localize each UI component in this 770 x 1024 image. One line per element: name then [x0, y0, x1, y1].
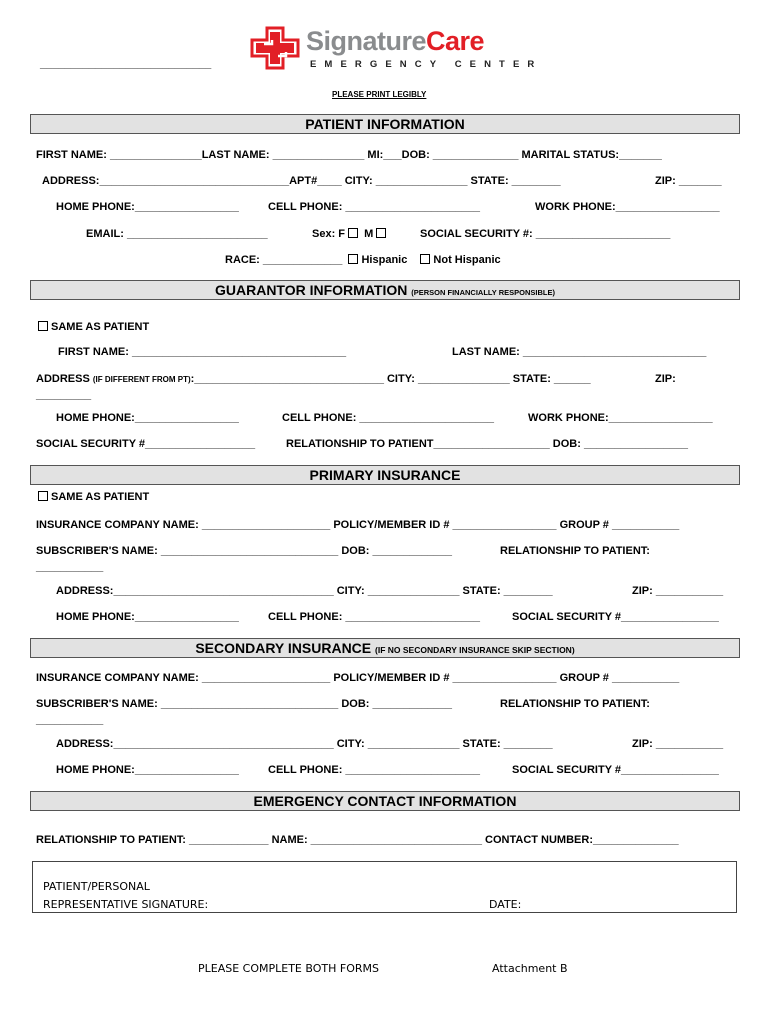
patient-cell-phone-field[interactable]: CELL PHONE: ______________________ — [268, 201, 481, 213]
footer-complete-both-forms: PLEASE COMPLETE BOTH FORMS — [198, 962, 379, 975]
guarantor-section-note: (PERSON FINANCIALLY RESPONSIBLE) — [411, 288, 556, 297]
logo-signature-text: Signature — [306, 26, 427, 56]
patient-work-phone-field[interactable]: WORK PHONE:_________________ — [535, 201, 720, 213]
secondary-insurance-header — [30, 638, 740, 658]
signature-label-line2: REPRESENTATIVE SIGNATURE: — [43, 898, 209, 911]
primary-insurance-title: PRIMARY INSURANCE — [309, 467, 461, 483]
secondary-company-row[interactable]: INSURANCE COMPANY NAME: _____________________ POLICY/MEMBER ID # _________________ GROUP # ___________ — [36, 672, 680, 684]
patient-section-header — [30, 114, 740, 134]
secondary-cell-phone-field[interactable]: CELL PHONE: ______________________ — [268, 764, 481, 776]
guarantor-ssn-field[interactable]: SOCIAL SECURITY #__________________ — [36, 438, 256, 450]
print-legibly-note: PLEASE PRINT LEGIBLY — [332, 90, 427, 99]
primary-same-checkbox[interactable] — [38, 491, 48, 501]
primary-subscriber-field[interactable]: SUBSCRIBER'S NAME: _____________________________ DOB: _____________ — [36, 545, 453, 557]
primary-same-label: SAME AS PATIENT — [51, 491, 150, 503]
guarantor-home-phone-field[interactable]: HOME PHONE:_________________ — [56, 412, 239, 424]
secondary-subscriber-field[interactable]: SUBSCRIBER'S NAME: _____________________________ DOB: _____________ — [36, 698, 453, 710]
patient-email-field[interactable]: EMAIL: _______________________ — [86, 228, 268, 240]
not-hispanic-label: Not Hispanic — [433, 254, 501, 266]
secondary-home-phone-field[interactable]: HOME PHONE:_________________ — [56, 764, 239, 776]
footer-attachment-label: Attachment B — [492, 962, 568, 975]
logo-wordmark — [306, 26, 484, 57]
primary-company-row[interactable]: INSURANCE COMPANY NAME: _____________________ POLICY/MEMBER ID # _________________ GROUP # ___________ — [36, 519, 680, 531]
emergency-contact-title: EMERGENCY CONTACT INFORMATION — [253, 793, 517, 809]
sex-f-checkbox[interactable] — [348, 228, 358, 238]
primary-same-as-patient — [36, 491, 149, 503]
not-hispanic-checkbox[interactable] — [420, 254, 430, 264]
patient-section-title: PATIENT INFORMATION — [305, 116, 465, 132]
patient-home-phone-field[interactable]: HOME PHONE:_________________ — [56, 201, 239, 213]
guarantor-address-label: ADDRESS — [36, 373, 90, 385]
logo-subtitle: EMERGENCY CENTER — [310, 59, 543, 70]
guarantor-address-field[interactable] — [36, 373, 591, 385]
patient-zip-field[interactable]: ZIP: _______ — [655, 175, 722, 187]
guarantor-section-title: GUARANTOR INFORMATION — [214, 282, 408, 298]
primary-cell-phone-field[interactable]: CELL PHONE: ______________________ — [268, 611, 481, 623]
guarantor-address-note: (IF DIFFERENT FROM PT) — [92, 375, 191, 384]
guarantor-last-name-field[interactable]: LAST NAME: ______________________________ — [452, 346, 707, 358]
sex-label: Sex: F — [312, 228, 346, 240]
primary-ssn-field[interactable]: SOCIAL SECURITY #________________ — [512, 611, 719, 623]
guarantor-address-line[interactable]: :_______________________________ CITY: _______________ STATE: ______ — [190, 373, 591, 385]
guarantor-work-phone-field[interactable]: WORK PHONE:_________________ — [528, 412, 713, 424]
signature-label-line1: PATIENT/PERSONAL — [43, 880, 150, 893]
guarantor-zip-continuation[interactable]: _________ — [36, 389, 92, 401]
secondary-relationship-field[interactable]: RELATIONSHIP TO PATIENT: — [500, 698, 650, 710]
guarantor-relationship-field[interactable]: RELATIONSHIP TO PATIENT___________________ DOB: _________________ — [286, 438, 688, 450]
primary-relationship-field[interactable]: RELATIONSHIP TO PATIENT: — [500, 545, 650, 557]
guarantor-section-header — [30, 280, 740, 300]
secondary-ssn-field[interactable]: SOCIAL SECURITY #________________ — [512, 764, 719, 776]
hispanic-checkbox[interactable] — [348, 254, 358, 264]
guarantor-same-as-patient — [36, 321, 149, 333]
patient-race-row — [225, 254, 501, 266]
primary-home-phone-field[interactable]: HOME PHONE:_________________ — [56, 611, 239, 623]
signature-care-logo-icon — [250, 26, 300, 70]
guarantor-same-checkbox[interactable] — [38, 321, 48, 331]
patient-address-field[interactable]: ADDRESS:_______________________________APT#____ CITY: _______________ STATE: ________ — [42, 175, 561, 187]
primary-zip-field[interactable]: ZIP: ___________ — [632, 585, 724, 597]
guarantor-same-label: SAME AS PATIENT — [51, 321, 150, 333]
signature-date-label: DATE: — [489, 898, 522, 911]
patient-race-field[interactable]: RACE: _____________ — [225, 254, 343, 266]
sex-m-label: M — [364, 228, 374, 240]
patient-name-row[interactable]: FIRST NAME: _______________LAST NAME: _______________ MI:___DOB: ______________ MARITAL STATUS:_______ — [36, 149, 662, 161]
sex-m-checkbox[interactable] — [376, 228, 386, 238]
top-blank-line[interactable]: ____________________________ — [40, 58, 212, 70]
emergency-contact-row[interactable]: RELATIONSHIP TO PATIENT: _____________ NAME: ____________________________ CONTACT NUMBER:______________ — [36, 834, 679, 846]
patient-sex-field — [312, 228, 389, 240]
primary-address-field[interactable]: ADDRESS:____________________________________ CITY: _______________ STATE: ________ — [56, 585, 553, 597]
guarantor-zip-field[interactable]: ZIP: — [655, 373, 676, 385]
emergency-contact-header — [30, 791, 740, 811]
secondary-relationship-continuation[interactable]: ___________ — [36, 714, 104, 726]
primary-insurance-header — [30, 465, 740, 485]
guarantor-cell-phone-field[interactable]: CELL PHONE: ______________________ — [282, 412, 495, 424]
secondary-insurance-note: (IF NO SECONDARY INSURANCE SKIP SECTION) — [375, 645, 575, 655]
logo-care-text: Care — [426, 26, 485, 56]
hispanic-label: Hispanic — [361, 254, 408, 266]
primary-relationship-continuation[interactable]: ___________ — [36, 561, 104, 573]
secondary-insurance-title: SECONDARY INSURANCE — [195, 640, 372, 656]
secondary-address-field[interactable]: ADDRESS:____________________________________ CITY: _______________ STATE: ________ — [56, 738, 553, 750]
signature-box[interactable] — [32, 861, 737, 913]
secondary-zip-field[interactable]: ZIP: ___________ — [632, 738, 724, 750]
patient-ssn-field[interactable]: SOCIAL SECURITY #: ______________________ — [420, 228, 671, 240]
guarantor-first-name-field[interactable]: FIRST NAME: ___________________________________ — [58, 346, 347, 358]
